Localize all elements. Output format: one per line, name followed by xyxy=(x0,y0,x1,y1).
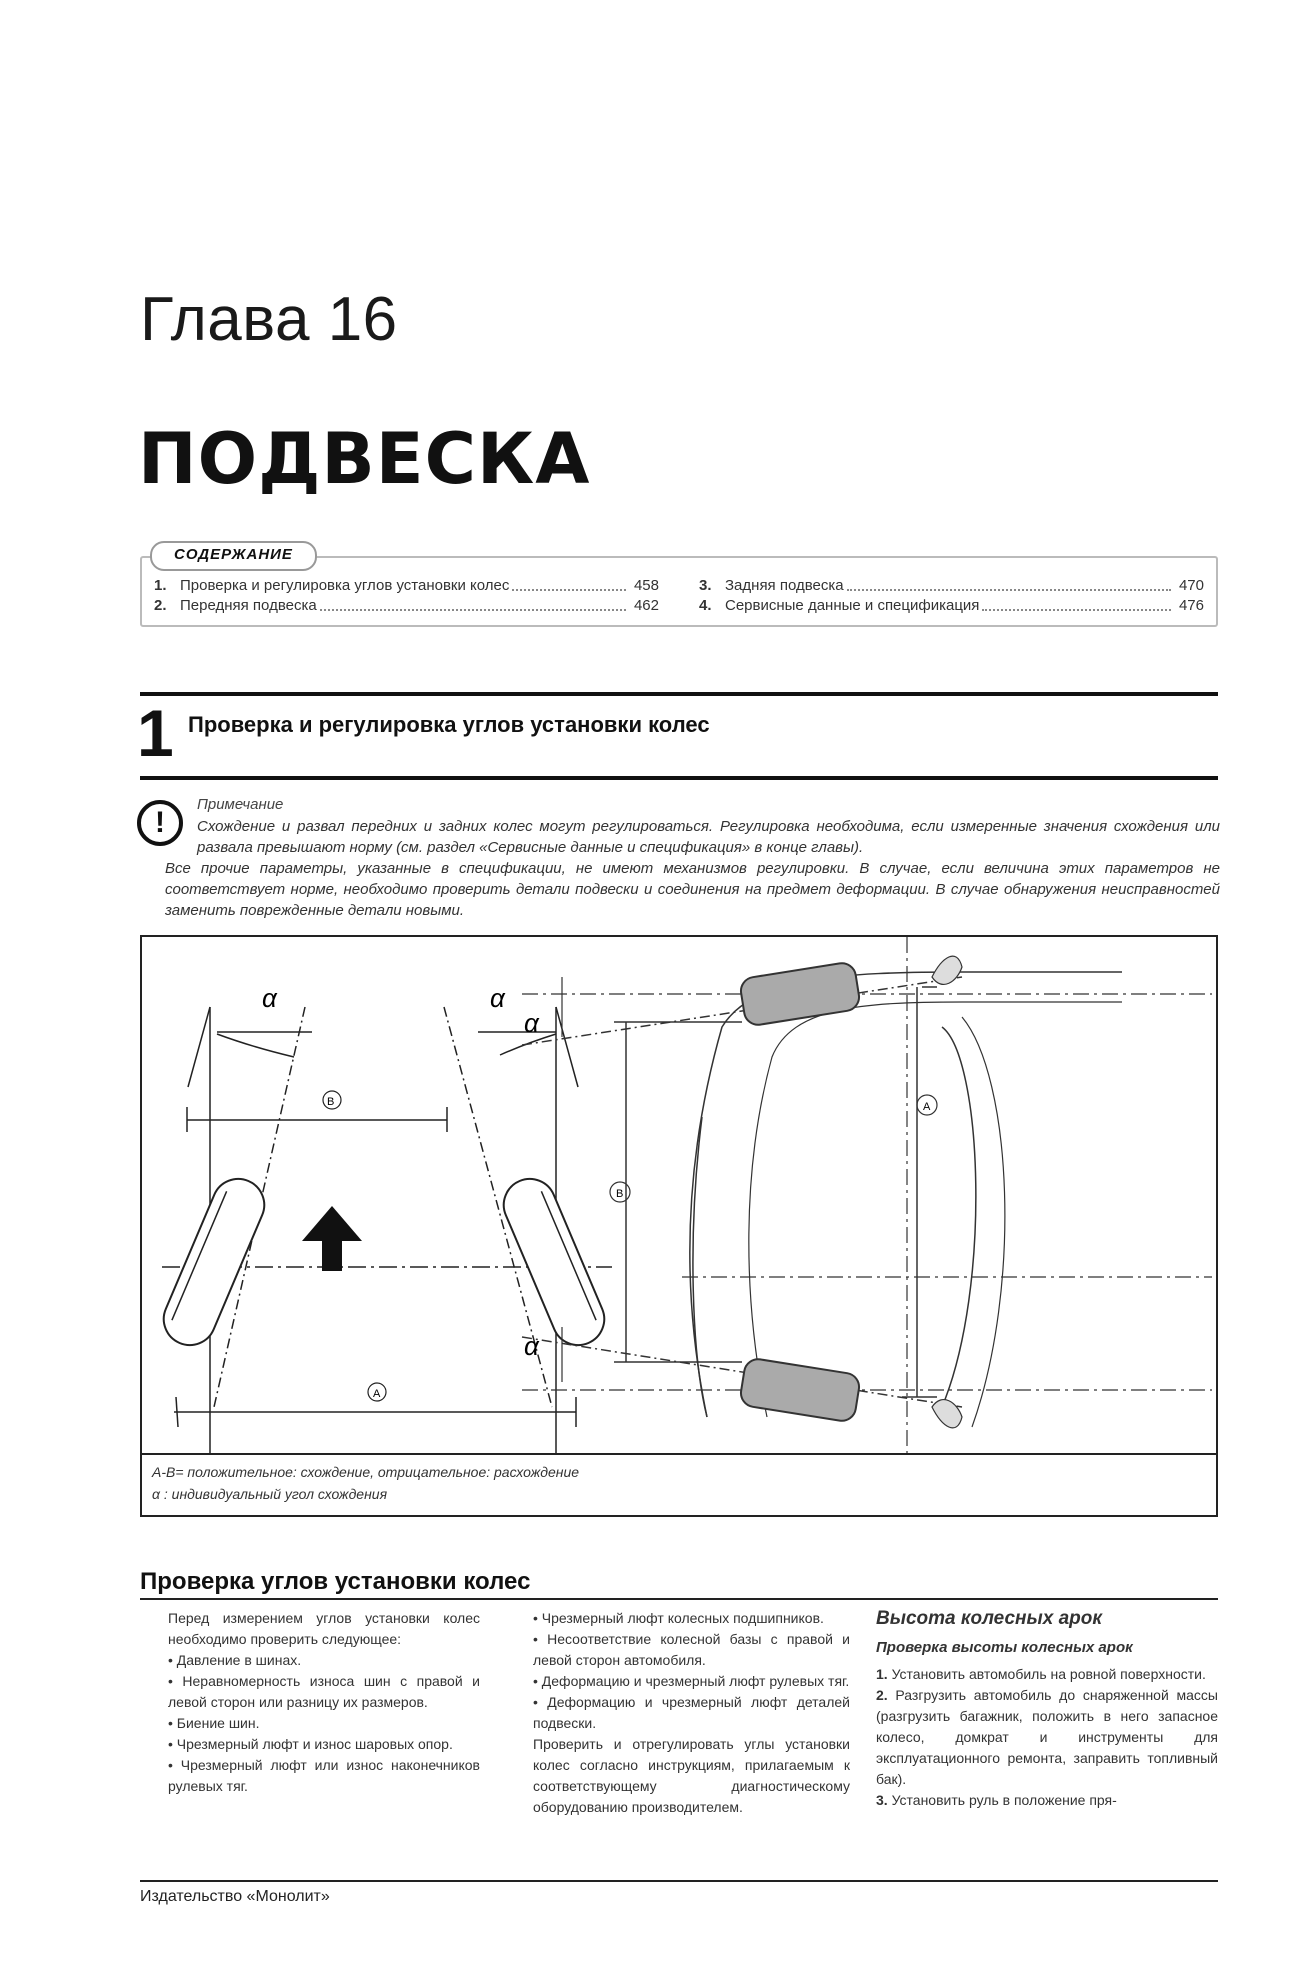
toc-item[interactable]: 1. Проверка и регулировка углов установки колес 458 xyxy=(154,577,659,594)
paragraph: Перед измерением углов установки колес необходимо проверить следующее: xyxy=(168,1610,480,1647)
chapter-title: ПОДВЕСКА xyxy=(138,418,591,500)
column-subheading: Проверка высоты колесных арок xyxy=(876,1639,1133,1656)
subsection-rule xyxy=(140,1598,1218,1600)
list-item: • Чрезмерный люфт и износ шаровых опор. xyxy=(168,1736,453,1752)
text-column-2 xyxy=(505,1608,850,1818)
note-paragraph: Все прочие параметры, указанные в спецификации, не имеют механизмов регулировки. В случае, если величина этих параметров не соответствует норме, необходимо проверить детали подвески и соединения на предмет деформации. В случае обнаружения неисправностей заменить поврежденные детали новыми. xyxy=(165,860,1220,919)
toe-diagram-top-view xyxy=(522,937,1212,1453)
caption-line: A-B= положительное: схождение, отрицательное: расхождение xyxy=(152,1464,580,1480)
alpha-label: α xyxy=(490,983,505,1013)
label-b: B xyxy=(616,1188,624,1200)
figure-caption xyxy=(140,1455,1218,1517)
list-item: • Неравномерность износа шин с правой и левой сторон или разницу их размеров. xyxy=(168,1673,480,1710)
numbered-step: 1. Установить автомобиль на ровной поверхности. xyxy=(876,1666,1206,1682)
list-item: • Чрезмерный люфт или износ наконечников рулевых тяг. xyxy=(168,1757,480,1794)
section-rule-bottom xyxy=(140,776,1218,780)
numbered-step: 3. Установить руль в положение пря- xyxy=(876,1792,1117,1808)
caption-line: α : индивидуальный угол схождения xyxy=(152,1486,388,1502)
alpha-label: α xyxy=(524,1008,539,1038)
text-column-1 xyxy=(140,1608,480,1797)
label-b: B xyxy=(327,1096,335,1108)
toc-item[interactable]: 3. Задняя подвеска 470 xyxy=(699,577,1204,594)
toc-label: СОДЕРЖАНИЕ xyxy=(150,541,317,571)
list-item: • Деформацию и чрезмерный люфт деталей подвески. xyxy=(533,1694,850,1731)
section-number: 1 xyxy=(137,696,174,770)
publisher-footer: Издательство «Монолит» xyxy=(140,1888,330,1905)
label-a: A xyxy=(923,1101,931,1113)
column-heading: Высота колесных арок xyxy=(876,1608,1102,1629)
toc-item[interactable]: 2. Передняя подвеска 462 xyxy=(154,597,659,614)
subsection-title: Проверка углов установки колес xyxy=(140,1568,531,1595)
warning-icon: ! xyxy=(137,800,183,846)
toc-item[interactable]: 4. Сервисные данные и спецификация 476 xyxy=(699,597,1204,614)
paragraph: Проверить и отрегулировать углы установки колес согласно инструкциям, прилагаемым к соответствующему диагностическому оборудованию производителем. xyxy=(533,1736,850,1815)
list-item: • Несоответствие колесной базы с правой и левой сторон автомобиля. xyxy=(533,1631,850,1668)
footer-rule xyxy=(140,1880,1218,1882)
numbered-step: 2. Разгрузить автомобиль до снаряженной массы (разгрузить багажник, положить в него запасное колесо, домкрат и инструменты для эксплуатационного ремонта, заправить топливный бак). xyxy=(876,1687,1218,1787)
section-rule-top xyxy=(140,692,1218,696)
text-column-3 xyxy=(876,1608,1218,1811)
alpha-label: α xyxy=(524,1331,539,1361)
note-paragraph: Схождение и развал передних и задних колес могут регулироваться. Регулировка необходима, если измеренные значения схождения или развала превышают норму (см. раздел «Сервисные данные и спецификация» в конце главы). xyxy=(197,818,1220,856)
list-item: • Деформацию и чрезмерный люфт рулевых тяг. xyxy=(533,1673,850,1689)
toe-diagram-front-view xyxy=(156,1007,613,1453)
alignment-diagram xyxy=(142,937,1216,1453)
chapter-heading: Глава 16 xyxy=(140,285,398,354)
note-body xyxy=(165,816,1220,921)
section-title: Проверка и регулировка углов установки колес xyxy=(188,712,710,737)
alpha-label: α xyxy=(262,983,277,1013)
list-item: • Чрезмерный люфт колесных подшипников. xyxy=(533,1610,824,1626)
list-item: • Биение шин. xyxy=(168,1715,260,1731)
note-heading: Примечание xyxy=(197,796,284,813)
label-a: A xyxy=(373,1388,381,1400)
list-item: • Давление в шинах. xyxy=(168,1652,302,1668)
arrow-up-icon xyxy=(302,1206,362,1271)
wheel-alignment-figure xyxy=(140,935,1218,1455)
